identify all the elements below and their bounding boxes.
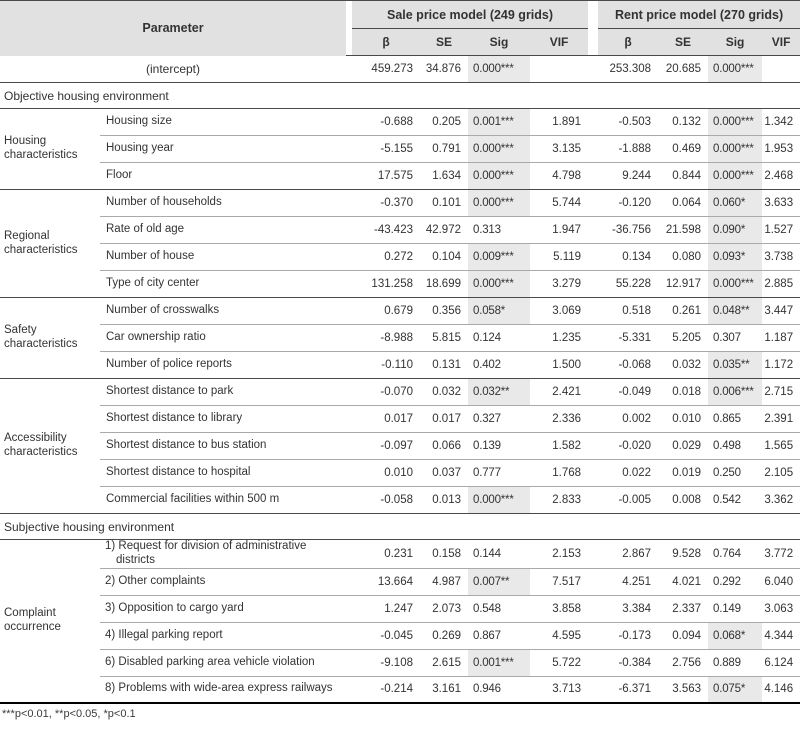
rent-se-cell: 0.019	[658, 460, 708, 487]
sale-sig-cell: 0.032**	[468, 379, 530, 406]
table-header	[0, 1, 800, 56]
sale-sig-cell: 0.000***	[468, 487, 530, 514]
sale-sig-cell: 0.867	[468, 622, 530, 649]
sale-beta-cell: 0.017	[352, 406, 420, 433]
rent-se-cell: 0.008	[658, 487, 708, 514]
sale-vif-cell: 1.768	[530, 460, 588, 487]
sale-se-cell: 2.615	[420, 649, 468, 676]
sale-sig-cell: 0.946	[473, 683, 501, 696]
row-label: Shortest distance to bus station	[100, 433, 346, 460]
sale-se-cell: 0.037	[420, 460, 468, 487]
sale-vif-header: VIF	[530, 29, 588, 56]
rent-se-cell: 21.598	[658, 217, 708, 244]
rent-vif-cell: 3.738	[762, 244, 800, 271]
row-label: Shortest distance to library	[100, 406, 346, 433]
group-label: Accessibility characteristics	[0, 379, 100, 514]
rent-sig-cell: 0.060*	[708, 190, 762, 217]
rent-se-cell: 2.756	[658, 649, 708, 676]
rent-sig-cell: 0.035**	[708, 352, 762, 379]
rent-beta-cell: -0.503	[598, 109, 658, 136]
rent-vif-cell: 1.342	[762, 109, 800, 136]
rent-beta-cell: -36.756	[598, 217, 658, 244]
row-label: 4) Illegal parking report	[100, 622, 346, 649]
row-label: 2) Other complaints	[100, 568, 346, 595]
sale-se-cell: 34.876	[420, 56, 468, 83]
sale-sig-cell: 0.001***	[468, 649, 530, 676]
rent-sig-cell: 0.292	[708, 568, 762, 595]
group-label: Housing characteristics	[0, 109, 100, 190]
rent-vif-cell: 3.633	[762, 190, 800, 217]
rent-beta-cell: 55.228	[598, 271, 658, 298]
table-body	[0, 56, 800, 704]
row-label: Number of households	[100, 190, 346, 217]
rent-sig-cell: 0.542	[708, 487, 762, 514]
sale-vif-cell: 3.279	[530, 271, 588, 298]
row-label: Floor	[100, 163, 346, 190]
sale-se-header: SE	[420, 29, 468, 56]
column-gap	[588, 379, 598, 406]
rent-se-cell: 12.917	[658, 271, 708, 298]
row-label: Housing year	[100, 136, 346, 163]
section-label: Subjective housing environment	[0, 514, 800, 540]
rent-vif-cell: 3.063	[762, 595, 800, 622]
row-label: (intercept)	[0, 56, 346, 83]
rent-sig-cell: 0.000***	[708, 109, 762, 136]
sale-vif-cell: 3.713	[552, 683, 582, 696]
rent-beta-cell: 2.867	[598, 540, 658, 569]
sale-beta-cell: -0.688	[352, 109, 420, 136]
row-label: Car ownership ratio	[100, 325, 346, 352]
sale-beta-cell: 131.258	[352, 271, 420, 298]
column-gap	[588, 406, 598, 433]
sale-sig-cell: 0.313	[468, 217, 530, 244]
rent-se-cell: 0.010	[658, 406, 708, 433]
sale-beta-cell: 13.664	[352, 568, 420, 595]
sale-beta-cell: -0.070	[352, 379, 420, 406]
row-label: 8) Problems with wide-area express railways	[105, 682, 333, 695]
rent-beta-cell: -1.888	[598, 136, 658, 163]
column-gap	[588, 163, 598, 190]
column-gap	[588, 622, 598, 649]
rent-vif-cell: 2.105	[762, 460, 800, 487]
parameter-header: Parameter	[0, 1, 346, 56]
row-label: 3) Opposition to cargo yard	[100, 595, 346, 622]
rent-beta-cell: 3.384	[598, 595, 658, 622]
sale-beta-cell: -9.108	[352, 649, 420, 676]
sale-beta-cell: -0.110	[352, 352, 420, 379]
sale-beta-cell: 0.272	[352, 244, 420, 271]
rent-beta-cell: -0.020	[598, 433, 658, 460]
row-label: Number of crosswalks	[100, 298, 346, 325]
rent-sig-cell: 0.000***	[708, 56, 762, 83]
rent-se-cell: 4.021	[658, 568, 708, 595]
rent-sig-cell: 0.149	[708, 595, 762, 622]
sale-beta-cell: 459.273	[352, 56, 420, 83]
sale-sig-cell: 0.000***	[468, 136, 530, 163]
rent-beta-cell: 0.022	[598, 460, 658, 487]
sale-beta-cell: 1.247	[352, 595, 420, 622]
rent-sig-cell: 0.250	[708, 460, 762, 487]
column-gap	[588, 487, 598, 514]
rent-se-cell: 0.064	[658, 190, 708, 217]
sale-sig-cell: 0.009***	[468, 244, 530, 271]
sale-se-cell: 4.987	[420, 568, 468, 595]
sale-vif-cell: 5.119	[530, 244, 588, 271]
rent-vif-cell: 3.362	[762, 487, 800, 514]
rent-sig-cell: 0.498	[708, 433, 762, 460]
rent-vif-cell: 4.344	[762, 622, 800, 649]
rent-vif-cell: 1.953	[762, 136, 800, 163]
sale-vif-cell: 5.722	[530, 649, 588, 676]
sale-sig-cell: 0.139	[468, 433, 530, 460]
rent-se-header: SE	[658, 29, 708, 56]
row-label: Commercial facilities within 500 m	[100, 487, 346, 514]
sale-vif-cell: 2.833	[530, 487, 588, 514]
rent-beta-header: β	[598, 29, 658, 56]
column-gap	[588, 540, 598, 569]
rent-beta-cell: -0.005	[598, 487, 658, 514]
sale-se-cell: 0.356	[420, 298, 468, 325]
sale-se-cell: 1.634	[420, 163, 468, 190]
rent-vif-cell: 2.468	[762, 163, 800, 190]
rent-sig-cell: 0.006***	[708, 379, 762, 406]
rent-vif-cell: 1.172	[762, 352, 800, 379]
sale-vif-cell: 4.798	[530, 163, 588, 190]
rent-beta-cell: 9.244	[598, 163, 658, 190]
sale-beta-cell: 17.575	[352, 163, 420, 190]
rent-se-cell: 5.205	[658, 325, 708, 352]
column-gap	[588, 595, 598, 622]
sale-sig-cell: 0.000***	[468, 56, 530, 83]
sale-sig-cell: 0.007**	[468, 568, 530, 595]
rent-sig-cell: 0.865	[708, 406, 762, 433]
row-label: 6) Disabled parking area vehicle violation	[100, 649, 346, 676]
rent-vif-cell	[762, 56, 800, 83]
sale-sig-cell: 0.327	[468, 406, 530, 433]
rent-beta-cell: 0.134	[598, 244, 658, 271]
column-gap	[588, 460, 598, 487]
rent-se-cell: 0.469	[658, 136, 708, 163]
row-label: Rate of old age	[100, 217, 346, 244]
sale-vif-cell: 2.421	[530, 379, 588, 406]
sale-sig-header: Sig	[468, 29, 530, 56]
rent-beta-cell: -0.049	[598, 379, 658, 406]
column-gap	[588, 136, 598, 163]
rent-beta-cell: 253.308	[598, 56, 658, 83]
sale-model-header: Sale price model (249 grids)	[352, 1, 588, 29]
sale-beta-cell: 0.231	[352, 540, 420, 569]
sale-beta-cell: -8.988	[352, 325, 420, 352]
rent-sig-cell: 0.000***	[708, 163, 762, 190]
sale-vif-cell	[530, 56, 588, 83]
rent-sig-cell: 0.889	[708, 649, 762, 676]
rent-beta-cell: -0.173	[598, 622, 658, 649]
sale-se-cell: 18.699	[420, 271, 468, 298]
sale-beta-header: β	[352, 29, 420, 56]
column-gap	[588, 109, 598, 136]
rent-sig-cell: 0.090*	[708, 217, 762, 244]
column-gap	[588, 217, 598, 244]
rent-sig-cell: 0.048**	[708, 298, 762, 325]
rent-vif-cell: 6.040	[762, 568, 800, 595]
sale-se-cell: 5.815	[420, 325, 468, 352]
sale-vif-cell: 2.153	[530, 540, 588, 569]
rent-se-cell: 0.132	[658, 109, 708, 136]
rent-vif-cell: 1.527	[762, 217, 800, 244]
sale-vif-cell: 1.947	[530, 217, 588, 244]
rent-beta-cell: -6.371	[618, 683, 652, 696]
rent-se-cell: 0.018	[658, 379, 708, 406]
rent-se-cell: 2.337	[658, 595, 708, 622]
column-gap	[588, 352, 598, 379]
rent-vif-cell: 2.391	[762, 406, 800, 433]
sale-sig-cell: 0.144	[468, 540, 530, 569]
sale-vif-cell: 5.744	[530, 190, 588, 217]
sale-sig-cell: 0.124	[468, 325, 530, 352]
rent-se-cell: 0.094	[658, 622, 708, 649]
sale-beta-cell: 0.679	[352, 298, 420, 325]
rent-sig-cell: 0.307	[708, 325, 762, 352]
rent-vif-cell: 1.187	[762, 325, 800, 352]
rent-se-cell: 0.032	[658, 352, 708, 379]
column-gap	[588, 325, 598, 352]
column-gap	[588, 433, 598, 460]
column-gap	[588, 271, 598, 298]
column-gap	[588, 568, 598, 595]
rent-se-cell: 9.528	[658, 540, 708, 569]
sale-se-cell: 0.032	[420, 379, 468, 406]
sale-beta-cell: -0.045	[352, 622, 420, 649]
rent-beta-cell: -0.384	[598, 649, 658, 676]
column-gap	[588, 244, 598, 271]
sale-sig-cell: 0.402	[468, 352, 530, 379]
sale-se-cell: 0.066	[420, 433, 468, 460]
sale-se-cell: 0.131	[420, 352, 468, 379]
rent-vif-cell: 4.146	[764, 683, 794, 696]
sale-se-cell: 0.791	[420, 136, 468, 163]
rent-beta-cell: -0.120	[598, 190, 658, 217]
sale-beta-cell: -0.058	[352, 487, 420, 514]
rent-sig-cell: 0.093*	[708, 244, 762, 271]
rent-se-cell: 0.261	[658, 298, 708, 325]
header-gap	[588, 1, 598, 56]
rent-sig-cell: 0.000***	[708, 136, 762, 163]
sale-vif-cell: 1.500	[530, 352, 588, 379]
sale-beta-cell: -43.423	[352, 217, 420, 244]
group-label: Complaint occurrence	[0, 540, 100, 704]
rent-vif-cell: 6.124	[762, 649, 800, 676]
sale-sig-cell: 0.000***	[468, 163, 530, 190]
rent-vif-header: VIF	[762, 29, 800, 56]
rent-se-cell: 0.080	[658, 244, 708, 271]
sale-vif-cell: 7.517	[530, 568, 588, 595]
sale-vif-cell: 3.858	[530, 595, 588, 622]
rent-vif-cell: 3.447	[762, 298, 800, 325]
group-label: Safety characteristics	[0, 298, 100, 379]
sale-vif-cell: 1.891	[530, 109, 588, 136]
rent-se-cell: 20.685	[658, 56, 708, 83]
column-gap	[588, 298, 598, 325]
group-label: Regional characteristics	[0, 190, 100, 298]
rent-beta-cell: 4.251	[598, 568, 658, 595]
rent-sig-header: Sig	[708, 29, 762, 56]
rent-sig-cell: 0.075*	[708, 676, 762, 703]
sale-sig-cell: 0.001***	[468, 109, 530, 136]
sale-vif-cell: 1.582	[530, 433, 588, 460]
rent-vif-cell: 1.565	[762, 433, 800, 460]
sale-sig-cell: 0.777	[468, 460, 530, 487]
sale-se-cell: 0.269	[420, 622, 468, 649]
section-label: Objective housing environment	[0, 83, 800, 109]
rent-sig-cell: 0.068*	[708, 622, 762, 649]
column-gap	[588, 649, 598, 676]
sale-vif-cell: 3.069	[530, 298, 588, 325]
rent-se-cell: 0.029	[658, 433, 708, 460]
rent-model-header: Rent price model (270 grids)	[598, 1, 800, 29]
sale-se-cell: 0.205	[420, 109, 468, 136]
rent-sig-cell: 0.000***	[708, 271, 762, 298]
row-label: Shortest distance to park	[100, 379, 346, 406]
sale-se-cell: 3.161	[432, 683, 461, 696]
rent-beta-cell: -0.068	[598, 352, 658, 379]
row-label: Number of house	[100, 244, 346, 271]
rent-se-cell: 0.844	[658, 163, 708, 190]
column-gap	[588, 56, 598, 83]
row-label: Shortest distance to hospital	[100, 460, 346, 487]
sale-vif-cell: 3.135	[530, 136, 588, 163]
row-label: Number of police reports	[100, 352, 346, 379]
significance-footnote: ***p<0.01, **p<0.05, *p<0.1	[2, 708, 136, 721]
row-label: Type of city center	[100, 271, 346, 298]
sale-vif-cell: 2.336	[530, 406, 588, 433]
rent-beta-cell: 0.002	[598, 406, 658, 433]
sale-se-cell: 0.013	[420, 487, 468, 514]
sale-sig-cell: 0.548	[468, 595, 530, 622]
sale-se-cell: 42.972	[420, 217, 468, 244]
column-gap	[588, 676, 598, 703]
sale-se-cell: 2.073	[420, 595, 468, 622]
sale-se-cell: 0.158	[420, 540, 468, 569]
rent-vif-cell: 3.772	[762, 540, 800, 569]
rent-sig-cell: 0.764	[708, 540, 762, 569]
sale-se-cell: 0.017	[420, 406, 468, 433]
rent-se-cell: 3.563	[672, 683, 702, 696]
sale-sig-cell: 0.000***	[468, 190, 530, 217]
rent-vif-cell: 2.885	[762, 271, 800, 298]
sale-sig-cell: 0.058*	[468, 298, 530, 325]
sale-beta-cell: -0.370	[352, 190, 420, 217]
sale-beta-cell: -5.155	[352, 136, 420, 163]
sale-vif-cell: 4.595	[530, 622, 588, 649]
sale-se-cell: 0.101	[420, 190, 468, 217]
sale-se-cell: 0.104	[420, 244, 468, 271]
column-gap	[588, 190, 598, 217]
sale-beta-cell: 0.010	[352, 460, 420, 487]
sale-beta-cell: -0.097	[352, 433, 420, 460]
rent-vif-cell: 2.715	[762, 379, 800, 406]
sale-sig-cell: 0.000***	[468, 271, 530, 298]
rent-beta-cell: -5.331	[598, 325, 658, 352]
row-label: Housing size	[100, 109, 346, 136]
sale-beta-cell: -0.214	[380, 683, 413, 696]
row-label: 1) Request for division of administrative districts	[100, 540, 346, 569]
rent-beta-cell: 0.518	[598, 298, 658, 325]
sale-vif-cell: 1.235	[530, 325, 588, 352]
